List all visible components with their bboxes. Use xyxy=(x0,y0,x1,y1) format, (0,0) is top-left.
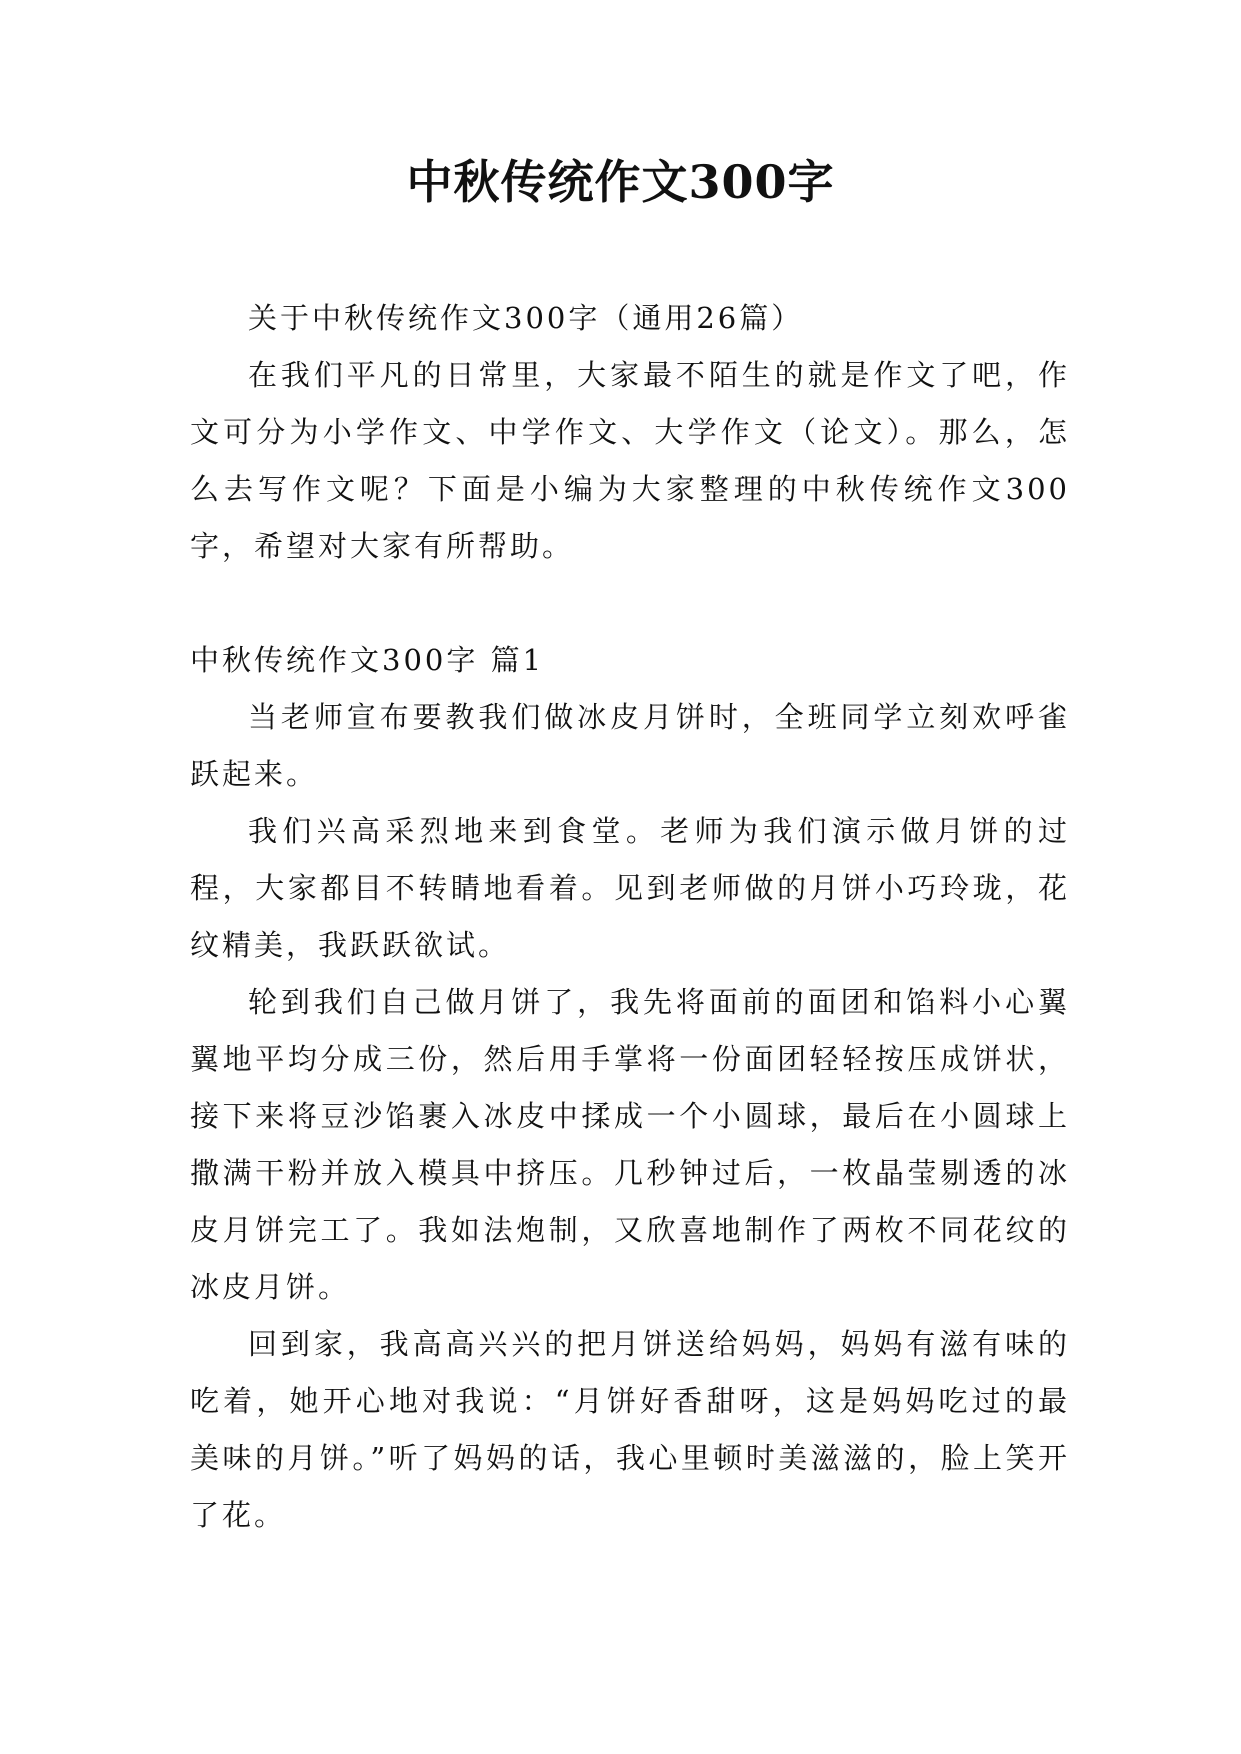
document-body xyxy=(190,290,1070,1544)
section-paragraph-4: 回到家，我高高兴兴的把月饼送给妈妈，妈妈有滋有味的吃着，她开心地对我说：“月饼好香甜呀，这是妈妈吃过的最美味的月饼。”听了妈妈的话，我心里顿时美滋滋的，脸上笑开了花。 xyxy=(190,1327,1070,1532)
section-heading: 中秋传统作文300字 篇1 xyxy=(190,643,545,677)
intro-paragraph: 在我们平凡的日常里，大家最不陌生的就是作文了吧，作文可分为小学作文、中学作文、大学作文（论文）。那么，怎么去写作文呢？下面是小编为大家整理的中秋传统作文300字，希望对大家有所帮助。 xyxy=(190,358,1070,563)
section-paragraph-3: 轮到我们自己做月饼了，我先将面前的面团和馅料小心翼翼地平均分成三份，然后用手掌将一份面团轻轻按压成饼状，接下来将豆沙馅裹入冰皮中揉成一个小圆球，最后在小圆球上撒满干粉并放入模具中挤压。几秒钟过后，一枚晶莹剔透的冰皮月饼完工了。我如法炮制，又欣喜地制作了两枚不同花纹的冰皮月饼。 xyxy=(190,985,1070,1304)
section-paragraph-2: 我们兴高采烈地来到食堂。老师为我们演示做月饼的过程，大家都目不转睛地看着。见到老师做的月饼小巧玲珑，花纹精美，我跃跃欲试。 xyxy=(190,814,1070,962)
intro-subtitle: 关于中秋传统作文300字（通用26篇） xyxy=(248,301,804,335)
document-title: 中秋传统作文300字 xyxy=(406,155,835,209)
section-paragraph-1: 当老师宣布要教我们做冰皮月饼时，全班同学立刻欢呼雀跃起来。 xyxy=(190,700,1070,791)
